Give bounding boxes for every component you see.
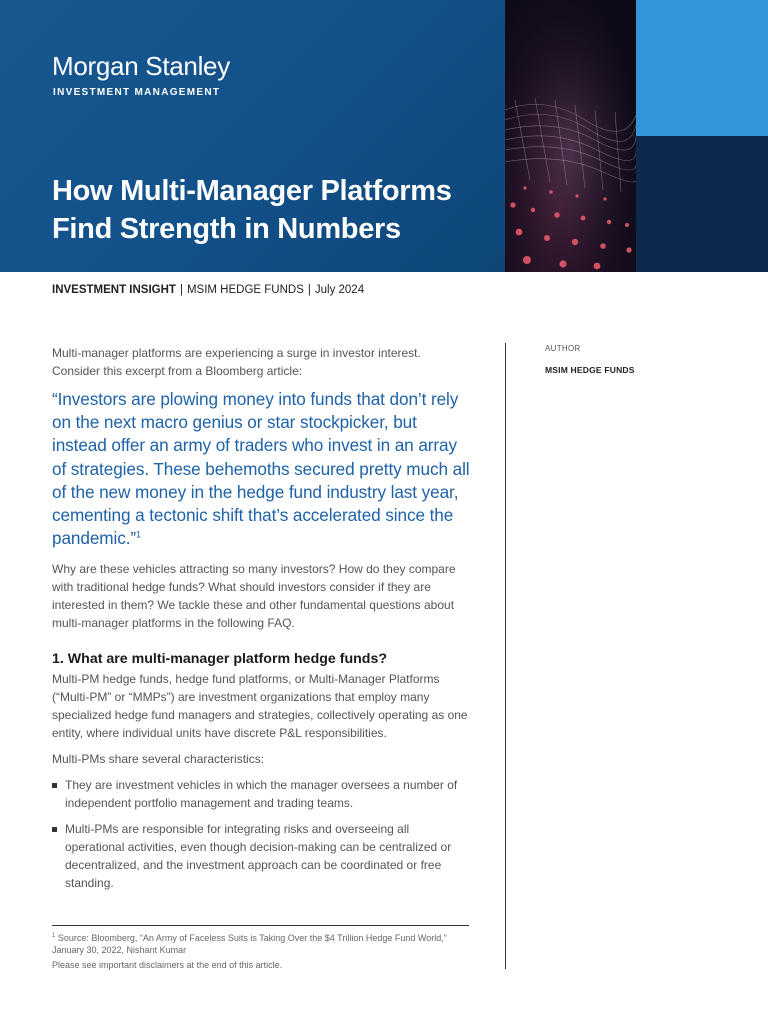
characteristics-list bbox=[52, 776, 470, 892]
author-label: AUTHOR bbox=[545, 344, 581, 353]
logo-subtitle: INVESTMENT MANAGEMENT bbox=[53, 87, 221, 98]
hero-banner bbox=[0, 0, 768, 272]
bullet-square-icon bbox=[52, 783, 57, 788]
footnote-ref[interactable]: 1 bbox=[136, 529, 141, 540]
bullet-square-icon bbox=[52, 827, 57, 832]
hero-blue-panel bbox=[0, 0, 505, 272]
page-title bbox=[52, 172, 492, 248]
pull-quote-text: “Investors are plowing money into funds that don’t rely on the next macro genius or star stockpicker, but instead offer an army of traders who invest in an array of strategies. These behemoths secured pretty much all of the new money in the hedge fund industry last year, cementing a tectonic shift that’s accelerated since the pandemic.” bbox=[52, 389, 470, 549]
article-meta bbox=[52, 284, 364, 296]
hero-network-image bbox=[505, 0, 636, 272]
logo-wordmark: Morgan Stanley bbox=[52, 51, 230, 81]
section-paragraph-2: Multi-PMs share several characteristics: bbox=[52, 752, 265, 767]
footnote-divider bbox=[52, 925, 469, 926]
intro-paragraph: Multi-manager platforms are experiencing a surge in investor interest. Consider this excerpt from a Bloomberg article: bbox=[52, 346, 421, 378]
meta-division: MSIM HEDGE FUNDS bbox=[186, 284, 304, 296]
list-item bbox=[52, 820, 470, 892]
list-item-text: They are investment vehicles in which the manager oversees a number of independent portfolio management and trading teams. bbox=[65, 778, 458, 811]
pull-quote bbox=[52, 388, 470, 550]
title-line-1: How Multi-Manager Platforms bbox=[52, 175, 452, 207]
title-line-2: Find Strength in Numbers bbox=[52, 213, 401, 245]
main-column bbox=[52, 344, 470, 900]
section-paragraph: Multi-PM hedge funds, hedge fund platforms, or Multi-Manager Platforms (“Multi-PM” or “MMPs”) are investment organizations that employ many specialized hedge fund managers and strategies, collectively operating as one entity, where individual units have discrete P&L responsibilities. bbox=[52, 672, 468, 741]
footnote bbox=[52, 932, 472, 956]
hero-navy-block bbox=[636, 136, 768, 272]
meta-date: July 2024 bbox=[314, 284, 365, 296]
author-name: MSIM HEDGE FUNDS bbox=[545, 365, 635, 375]
meta-separator: | bbox=[179, 284, 183, 296]
list-item bbox=[52, 776, 470, 812]
section-heading: 1. What are multi-manager platform hedge funds? bbox=[52, 651, 388, 668]
footnote-text: Source: Bloomberg, “An Army of Faceless Suits is Taking Over the $4 Trillion Hedge Fund World,” January 30, 2022, Nishant Kumar bbox=[52, 933, 447, 955]
body-paragraph: Why are these vehicles attracting so many investors? How do they compare with traditional hedge funds? What should investors consider if they are interested in them? We tackle these and other fundamental questions about multi-manager platforms in the following FAQ. bbox=[52, 562, 456, 631]
column-divider bbox=[505, 343, 506, 969]
meta-separator: | bbox=[307, 284, 311, 296]
network-mesh-graphic bbox=[505, 0, 636, 272]
hero-sky-blue-block bbox=[636, 0, 768, 136]
footnote-number: 1 bbox=[52, 933, 56, 939]
disclaimer-note: Please see important disclaimers at the end of this article. bbox=[52, 960, 283, 970]
list-item-text: Multi-PMs are responsible for integrating risks and overseeing all operational activities, even though decision-making can be centralized or decentralized, and the investment approach can be coordinated or free standing. bbox=[65, 822, 452, 891]
meta-category: INVESTMENT INSIGHT bbox=[52, 284, 176, 296]
